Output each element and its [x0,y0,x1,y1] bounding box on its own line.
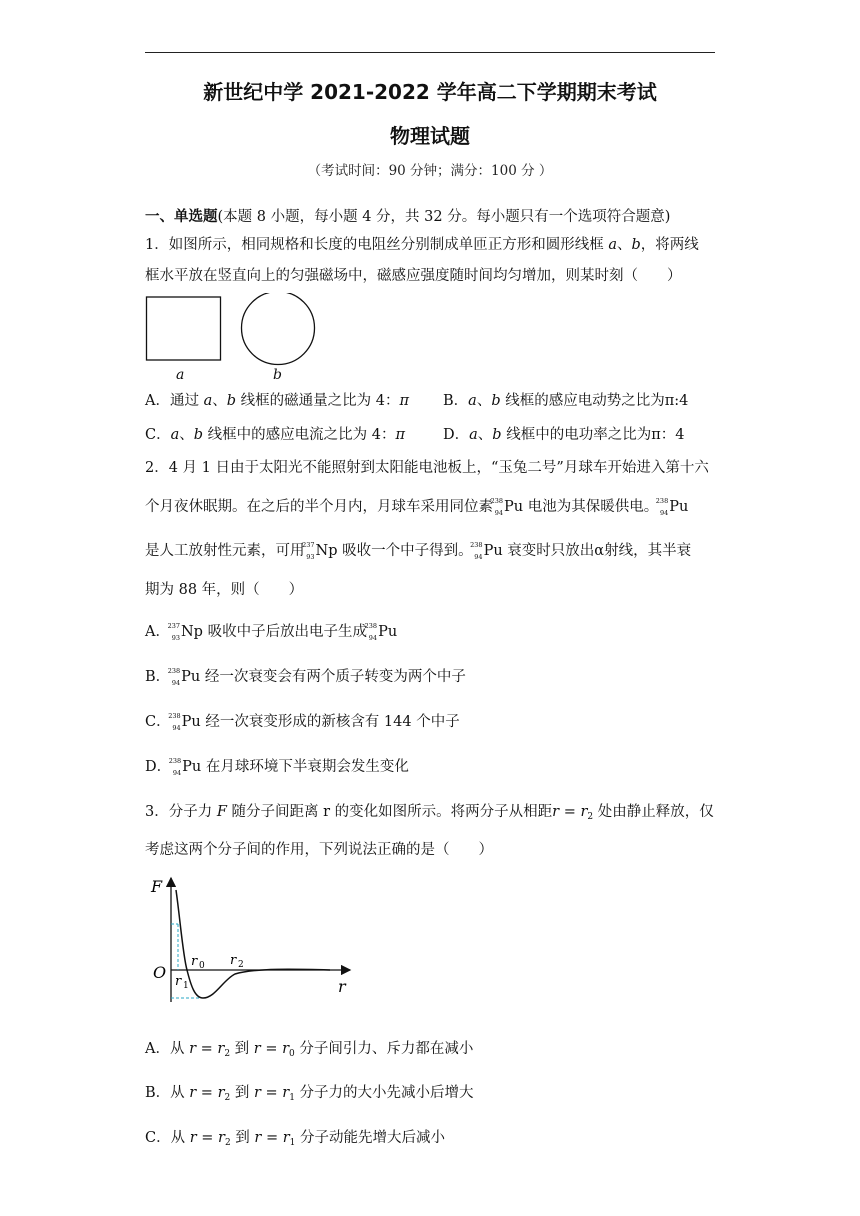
mass-number: 238 [167,667,181,675]
var-a: a [468,393,477,409]
origin-label: O [153,963,167,982]
f-axis-label: F [151,877,163,896]
var-r: r [552,804,560,820]
var-b: b [226,393,237,409]
top-rule [145,52,715,53]
q3-text: 随分子间距离 r 的变化如图所示。将两分子从相距 [226,804,553,820]
r2-sub: 2 [238,960,244,970]
q2-text: 个月夜休眠期。在之后的半个月内，月球车采用同位素 [145,499,493,515]
q1-option-d[interactable] [443,423,684,444]
q2-option-c[interactable] [145,710,460,731]
var-r: r [282,1085,290,1101]
q2-text: Pu 电池为其保暖供电。 [504,499,659,515]
opt-text: 分子力的大小先减小后增大 [294,1085,474,1101]
q1-figure [145,293,325,387]
opt-text: 到 [230,1130,255,1146]
opt-end: π [399,393,410,409]
pu-nuclide [168,757,182,777]
q1-var-a: a [608,237,617,253]
subscript: 2 [587,812,594,822]
var-r: r [217,1085,225,1101]
opt-text: B．从 [145,1085,190,1101]
var-a: a [170,427,180,443]
opt-text: C． [145,427,171,443]
opt-label: A． [145,624,170,640]
np-nuclide [302,541,316,561]
atomic-number: 94 [171,678,181,687]
equals: = [260,1041,283,1057]
equals: = [261,1130,283,1146]
opt-text: 线框中的感应电流之比为 4： [203,427,396,443]
q3-option-b[interactable] [145,1081,474,1103]
opt-text: 分子动能先增大后减小 [295,1130,446,1146]
opt-end: π:4 [664,393,689,409]
equals: = [196,1041,218,1057]
equals: = [260,1085,283,1101]
force-curve-svg [145,868,365,1018]
opt-sep: 、 [476,393,492,409]
q3-stem-line2: 考虑这两个分子间的作用，下列说法正确的是（ ） [145,842,493,858]
atomic-number: 94 [494,508,503,517]
var-r: r [218,1130,225,1146]
var-a: a [203,393,213,409]
opt-sep: 、 [477,427,493,443]
q3-text: 3．分子力 [145,804,217,820]
opt-text: Pu [378,624,398,640]
mass-number: 238 [168,757,182,765]
q1-text-end: ，将两线 [640,237,699,253]
equals: = [196,1130,219,1146]
q1-sep: 、 [617,237,632,253]
var-r: r [189,1085,197,1101]
opt-sep: 、 [179,427,194,443]
subscript: 1 [289,1093,295,1103]
var-r: r [253,1041,261,1057]
equals: = [196,1085,218,1101]
var-b: b [492,427,502,443]
square-and-circle-frames [145,293,325,383]
section-heading [145,205,670,226]
q3-option-a[interactable] [145,1037,473,1059]
q1-stem-line2: 框水平放在竖直向上的匀强磁场中，磁感应强度随时间均匀增加，则某时刻（ ） [145,268,682,284]
opt-text: D． [443,427,470,443]
q2-option-a[interactable] [145,620,397,641]
q1-option-a[interactable] [145,389,409,410]
mass-number: 238 [470,541,483,549]
opt-text: 到 [230,1085,254,1101]
exam-info: （考试时间：90 分钟；满分：100 分 ） [307,163,553,179]
pu-nuclide [168,712,182,732]
mass-number: 238 [655,497,669,505]
opt-end: π：4 [651,427,685,443]
fig-label-b: b [273,367,282,383]
opt-text: Pu 在月球环境下半衰期会发生变化 [182,759,409,775]
mass-number: 237 [302,541,315,549]
atomic-number: 93 [306,552,315,561]
q2-text: Pu 衰变时只放出α射线，其半衰 [483,543,692,559]
var-r: r [282,1130,290,1146]
subscript: 2 [224,1049,231,1059]
opt-label: C． [145,714,171,730]
opt-label: B． [145,669,171,685]
mass-number: 238 [490,497,503,505]
q1-option-c[interactable] [145,423,405,444]
opt-text: A．从 [145,1041,190,1057]
force-distance-graph [145,868,365,1022]
q2-stem-line2 [145,495,688,516]
var-r: r [189,1130,197,1146]
opt-text: Np 吸收中子后放出电子生成 [180,624,368,640]
atomic-number: 94 [172,768,182,777]
atomic-number: 94 [368,633,378,642]
atomic-number: 93 [171,633,180,642]
var-r: r [189,1041,197,1057]
circle-frame [242,293,315,365]
opt-text: 线框的磁通量之比为 4： [236,393,400,409]
page-title: 新世纪中学 2021-2022 学年高二下学期期末考试 [203,80,657,104]
opt-text: 到 [230,1041,254,1057]
var-r: r [580,804,588,820]
opt-sep: 、 [212,393,227,409]
opt-text: A．通过 [145,393,204,409]
r-axis-label: r [338,977,346,996]
mass-number: 238 [168,712,181,720]
subscript: 2 [224,1093,231,1103]
var-r: r [254,1130,262,1146]
force-curve [176,890,330,998]
section-title: 一、单选题 [145,209,218,225]
q2-text: Pu [669,499,689,515]
subscript: 2 [224,1138,231,1148]
section-desc: (本题 8 小题，每小题 4 分，共 32 分。每小题只有一个选项符合题意) [217,209,671,225]
var-F: F [216,804,227,820]
fig-label-a: a [176,367,185,383]
q1-text: 1．如图所示，相同规格和长度的电阻丝分别制成单匝正方形和圆形线框 [145,237,609,253]
mass-number: 238 [364,622,378,630]
q2-option-b[interactable] [145,665,466,686]
mass-number: 237 [167,622,180,630]
q1-var-b: b [631,237,641,253]
var-b: b [193,427,204,443]
opt-text: B． [443,393,469,409]
np-nuclide [167,622,181,642]
q2-text: 是人工放射性元素，可用 [145,543,305,559]
opt-text: 线框中的电功率之比为 [501,427,652,443]
opt-text: 分子间引力、斥力都在减小 [294,1041,474,1057]
q2-text: Np 吸收一个中子得到。 [315,543,473,559]
opt-text: Pu 经一次衰变形成的新核含有 144 个中子 [181,714,460,730]
q3-stem-line1 [145,800,714,822]
var-a: a [469,427,478,443]
r1-sub: 1 [183,981,189,991]
pu-nuclide [470,541,484,561]
q3-option-c[interactable] [145,1126,445,1148]
opt-end: π [395,427,406,443]
subscript: 1 [289,1138,296,1148]
q2-stem-line4: 期为 88 年，则（ ） [145,582,304,598]
opt-text: C．从 [145,1130,190,1146]
r2-label: r [230,953,237,968]
q2-option-d[interactable] [145,755,409,776]
var-r: r [282,1041,290,1057]
r0-label: r [191,954,198,969]
var-r: r [253,1085,261,1101]
subject-title: 物理试题 [390,124,470,148]
r1-label: r [175,974,182,989]
subscript: 0 [289,1049,295,1059]
q2-stem-line3 [145,539,691,560]
var-r: r [217,1041,225,1057]
q3-text: 处由静止释放，仅 [593,804,714,820]
square-frame [147,297,221,360]
equals: = [559,804,581,820]
pu-nuclide [167,667,181,687]
r0-sub: 0 [199,961,205,971]
atomic-number: 94 [172,723,181,732]
pu-nuclide [364,622,378,642]
opt-text: Pu 经一次衰变会有两个质子转变为两个中子 [181,669,466,685]
var-b: b [491,393,501,409]
pu-nuclide [490,497,504,517]
pu-nuclide [655,497,669,517]
q1-option-b[interactable] [443,389,688,410]
opt-text: 线框的感应电动势之比为 [500,393,665,409]
q1-stem-line1 [145,233,699,254]
opt-label: D． [145,759,172,775]
q2-stem-line1: 2．4 月 1 日由于太阳光不能照射到太阳能电池板上，“玉兔二号”月球车开始进入第十六 [145,460,709,476]
atomic-number: 94 [659,508,669,517]
atomic-number: 94 [474,552,483,561]
